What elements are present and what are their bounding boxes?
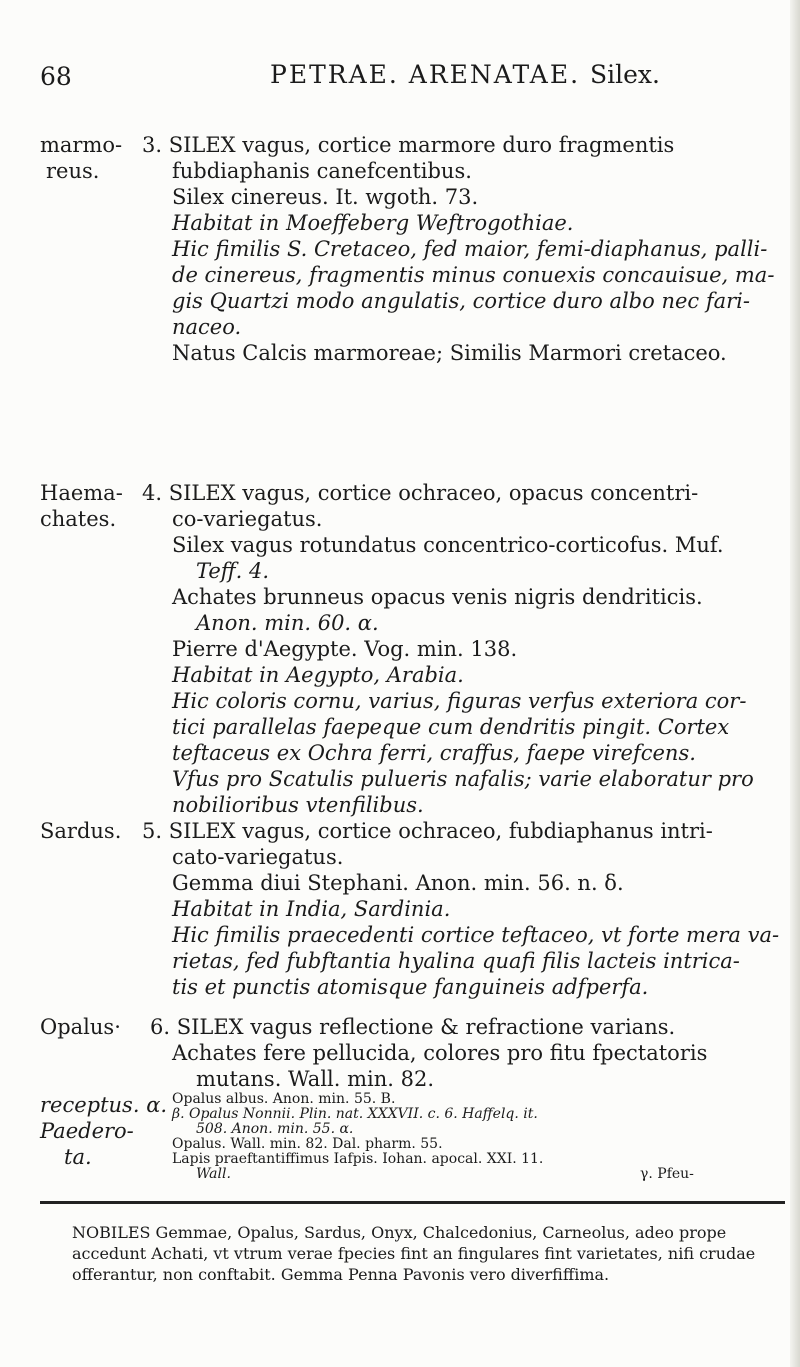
text-line: naceo.: [172, 315, 242, 339]
margin-label: reus.: [46, 159, 100, 183]
text-line: fubdiaphanis canefcentibus.: [172, 159, 472, 183]
text-line: Natus Calcis marmoreae; Similis Marmori cretaceo.: [172, 341, 727, 365]
page-number: 68: [40, 62, 72, 91]
text-line: 508. Anon. min. 55. α.: [196, 1121, 354, 1137]
text-line: Habitat in India, Sardinia.: [172, 897, 451, 921]
text-line: cato-variegatus.: [172, 845, 344, 869]
text-line: tici parallelas faepeque cum dendritis pingit. Cortex: [172, 715, 730, 739]
margin-label: Haema-: [40, 481, 123, 505]
text-line: Achates fere pellucida, colores pro fitu fpectatoris: [172, 1041, 708, 1065]
running-header: [270, 60, 660, 89]
text-line: Lapis praeftantiffimus Iafpis. Iohan. apocal. XXI. 11.: [172, 1151, 544, 1167]
footnote-text: NOBILES Gemmae, Opalus, Sardus, Onyx, Chalcedonius, Carneolus, adeo prope accedunt Achati, vt vtrum verae fpecies fint an fingulares fint varietates, nifi crudae offerantur, non conftabit. Gemma Penna Pavonis vero diverfiffima.: [72, 1223, 756, 1284]
text-line: Silex cinereus. It. wgoth. 73.: [172, 185, 479, 209]
text-line: Hic fimilis praecedenti cortice teftaceo, vt forte mera va-: [172, 923, 780, 947]
text-line: teftaceus ex Ochra ferri, craffus, faepe virefcens.: [172, 741, 696, 765]
text-line: nobilioribus vtenfilibus.: [172, 793, 424, 817]
entry-5-heading: 5. SILEX vagus, cortice ochraceo, fubdiaphanus intri-: [142, 819, 713, 843]
text-line: Anon. min. 60. α.: [196, 611, 379, 635]
margin-label: chates.: [40, 507, 117, 531]
running-subtitle: Silex.: [589, 60, 660, 89]
margin-label: marmo-: [40, 133, 123, 157]
text-line: Habitat in Moeffeberg Weftrogothiae.: [172, 211, 574, 235]
text-line: Wall.: [196, 1166, 231, 1182]
text-line: gis Quartzi modo angulatis, cortice duro albo nec fari-: [172, 289, 750, 313]
text-line: co-variegatus.: [172, 507, 323, 531]
text-line: de cinereus, fragmentis minus conuexis concauisue, ma-: [172, 263, 775, 287]
text-line: γ. Pfeu-: [640, 1166, 694, 1182]
text-line: tis et punctis atomisque fanguineis adfperfa.: [172, 975, 649, 999]
text-line: Achates brunneus opacus venis nigris dendriticis.: [172, 585, 703, 609]
margin-label: Sardus.: [40, 819, 122, 843]
entry-4-heading: 4. SILEX vagus, cortice ochraceo, opacus concentri-: [142, 481, 699, 505]
text-line: Vfus pro Scatulis pulueris nafalis; varie elaboratur pro: [172, 767, 754, 791]
margin-label: Paedero-: [40, 1119, 134, 1143]
text-line: mutans. Wall. min. 82.: [196, 1067, 435, 1091]
margin-label: receptus. α.: [40, 1093, 168, 1117]
text-line: Hic coloris cornu, varius, figuras verfus exteriora cor-: [172, 689, 747, 713]
text-line: β. Opalus Nonnii. Plin. nat. XXXVII. c. 6. Haffelq. it.: [172, 1106, 538, 1122]
text-line: Silex vagus rotundatus concentrico-corticofus. Muf.: [172, 533, 724, 557]
entry-6-heading: 6. SILEX vagus reflectione & refractione varians.: [150, 1015, 676, 1039]
running-title: PETRAE. ARENATAE.: [270, 60, 581, 89]
text-line: Opalus. Wall. min. 82. Dal. pharm. 55.: [172, 1136, 443, 1152]
text-line: Habitat in Aegypto, Arabia.: [172, 663, 464, 687]
entry-3-heading: 3. SILEX vagus, cortice marmore duro fragmentis: [142, 133, 675, 157]
margin-label: Opalus·: [40, 1015, 121, 1039]
footnote-rule: [40, 1201, 785, 1204]
text-line: Hic fimilis S. Cretaceo, fed maior, femi-diaphanus, palli-: [172, 237, 768, 261]
text-line: Opalus albus. Anon. min. 55. B.: [172, 1091, 396, 1107]
text-line: Pierre d'Aegypte. Vog. min. 138.: [172, 637, 518, 661]
footnote: [72, 1222, 787, 1285]
text-line: rietas, fed fubftantia hyalina quafi filis lacteis intrica-: [172, 949, 740, 973]
text-line: Teff. 4.: [196, 559, 270, 583]
page-edge-shadow: [790, 0, 800, 1367]
margin-label: ta.: [64, 1145, 92, 1169]
text-line: Gemma diui Stephani. Anon. min. 56. n. δ.: [172, 871, 624, 895]
